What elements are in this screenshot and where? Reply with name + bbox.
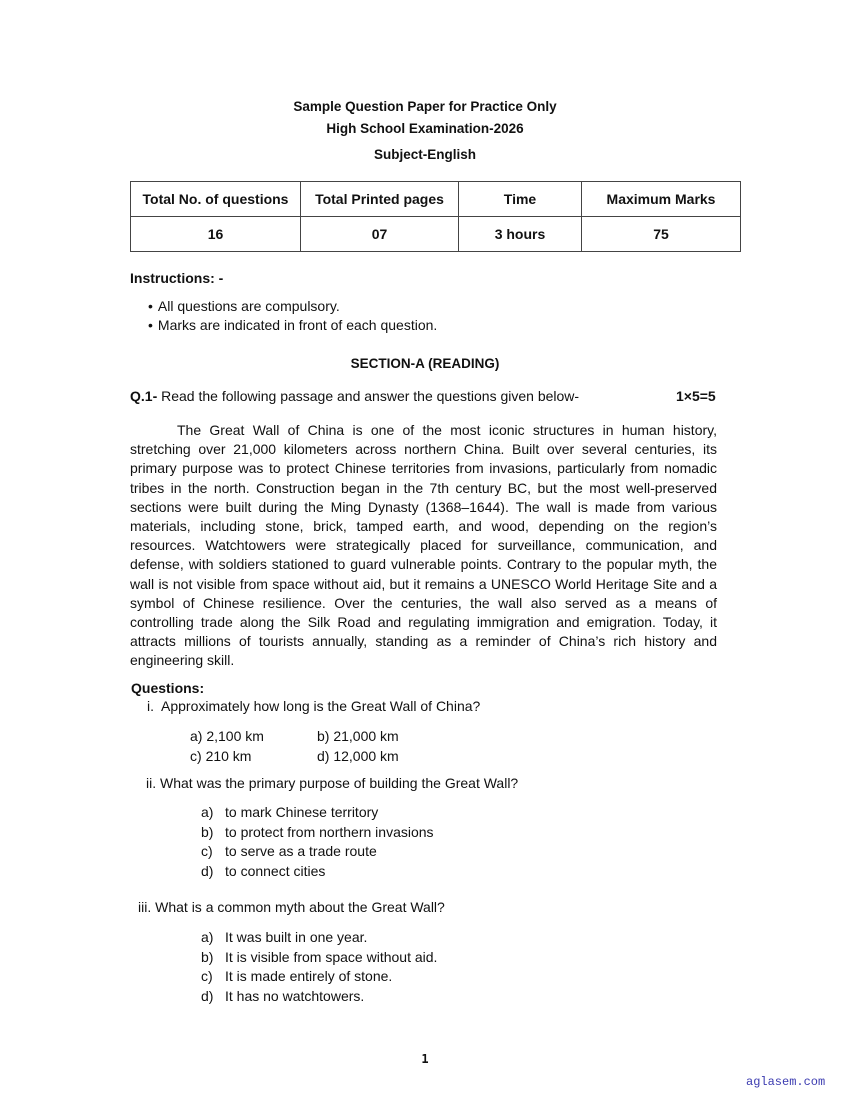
option-item bbox=[190, 747, 317, 767]
questions-heading: Questions: bbox=[131, 680, 205, 696]
option-label: a) bbox=[201, 804, 214, 820]
header-total-questions: Total No. of questions bbox=[131, 182, 301, 217]
subject-name: Subject-English bbox=[373, 147, 476, 162]
sub-question-text: What is a common myth about the Great Wall? bbox=[155, 899, 445, 915]
option-label: b) bbox=[317, 728, 330, 744]
instructions-heading: Instructions: - bbox=[130, 270, 224, 286]
option-label: b) bbox=[201, 823, 214, 840]
sub-question-text: What was the primary purpose of building the Great Wall? bbox=[160, 775, 519, 791]
question-number: Q.1- bbox=[130, 388, 158, 404]
watermark-link[interactable]: aglasem.com bbox=[746, 1075, 826, 1089]
option-item bbox=[201, 803, 434, 823]
option-item bbox=[201, 987, 437, 1007]
exam-name: High School Examination-2026 bbox=[326, 121, 524, 136]
option-label: a) bbox=[190, 728, 203, 744]
question-1-marks: 1×5=5 bbox=[676, 388, 716, 404]
sub-question-ii bbox=[146, 775, 518, 791]
option-label: b) bbox=[201, 948, 214, 965]
option-text: It is made entirely of stone. bbox=[225, 968, 393, 984]
option-text: It was built in one year. bbox=[225, 929, 368, 945]
paper-info-table bbox=[130, 181, 741, 252]
option-label: a) bbox=[201, 929, 214, 945]
info-table-header-row bbox=[131, 182, 741, 217]
page-number: 1 bbox=[421, 1052, 429, 1066]
value-total-questions: 16 bbox=[131, 217, 301, 252]
instruction-item: • Marks are indicated in front of each question. bbox=[148, 316, 437, 335]
value-time: 3 hours bbox=[459, 217, 582, 252]
option-item bbox=[317, 727, 477, 747]
option-text: to serve as a trade route bbox=[225, 843, 377, 859]
option-item bbox=[317, 747, 477, 767]
option-text: to protect from northern invasions bbox=[225, 823, 434, 840]
option-text: 12,000 km bbox=[333, 747, 399, 764]
option-item bbox=[201, 862, 434, 882]
option-label: d) bbox=[201, 987, 214, 1004]
option-text: to connect cities bbox=[225, 862, 326, 879]
instructions-list bbox=[148, 297, 437, 335]
question-text: Read the following passage and answer the questions given below- bbox=[157, 388, 580, 404]
sub-question-label: ii. bbox=[146, 775, 157, 791]
option-item bbox=[201, 928, 437, 948]
sub-question-ii-options bbox=[201, 803, 434, 881]
sub-question-label: i. bbox=[147, 698, 154, 714]
option-label: c) bbox=[201, 968, 213, 984]
sub-question-i-options bbox=[190, 727, 477, 766]
option-text: It has no watchtowers. bbox=[225, 987, 365, 1004]
question-1-prompt bbox=[130, 388, 579, 404]
option-text: 2,100 km bbox=[206, 728, 264, 744]
option-text: 210 km bbox=[205, 747, 252, 764]
header-maximum-marks: Maximum Marks bbox=[582, 182, 741, 217]
option-text: It is visible from space without aid. bbox=[225, 948, 438, 965]
reading-passage: The Great Wall of China is one of the most iconic structures in human history, stretching over 21,000 kilometers across northern China. Built over several centuries, its primary purpose was to protect Chinese territories from invasions, particularly from nomadic tribes in the north. Construction began in the 7th century BC, but the most well-preserved sections were built during the Ming Dynasty (1368–1644). The wall is made from various materials, including stone, brick, tamped earth, and wood, depending on the region’s resources. Watchtowers were strategically placed for surveillance, communication, and defense, with soldiers stationed to guard vulnerable points. Contrary to the popular myth, the wall is not visible from space without aid, but it remains a UNESCO World Heritage Site and a symbol of Chinese resilience. Over the centuries, the wall also served as a means of controlling trade along the Silk Road and regulating immigration and emigration. Today, it attracts millions of tourists annually, standing as a reminder of China’s rich history and engineering skill. bbox=[130, 422, 717, 669]
sub-question-label: iii. bbox=[138, 899, 152, 915]
value-printed-pages: 07 bbox=[301, 217, 459, 252]
header-printed-pages: Total Printed pages bbox=[301, 182, 459, 217]
sub-question-i bbox=[147, 698, 480, 714]
option-label: d) bbox=[201, 862, 214, 879]
info-table-value-row bbox=[131, 217, 741, 252]
option-item bbox=[201, 948, 437, 968]
value-maximum-marks: 75 bbox=[582, 217, 741, 252]
header-time: Time bbox=[459, 182, 582, 217]
option-text: 21,000 km bbox=[333, 728, 399, 744]
paper-title: Sample Question Paper for Practice Only bbox=[293, 99, 557, 114]
option-item bbox=[201, 823, 434, 843]
option-label: c) bbox=[201, 843, 213, 859]
section-title: SECTION-A (READING) bbox=[350, 356, 500, 371]
option-item bbox=[201, 842, 434, 862]
option-label: c) bbox=[190, 747, 202, 764]
option-text: to mark Chinese territory bbox=[225, 804, 379, 820]
sub-question-iii bbox=[138, 899, 445, 915]
option-item bbox=[201, 967, 437, 987]
sub-question-iii-options bbox=[201, 928, 437, 1006]
sub-question-text: Approximately how long is the Great Wall of China? bbox=[161, 698, 481, 714]
option-label: d) bbox=[317, 747, 330, 764]
instruction-item: • All questions are compulsory. bbox=[148, 297, 437, 316]
option-item bbox=[190, 727, 317, 747]
